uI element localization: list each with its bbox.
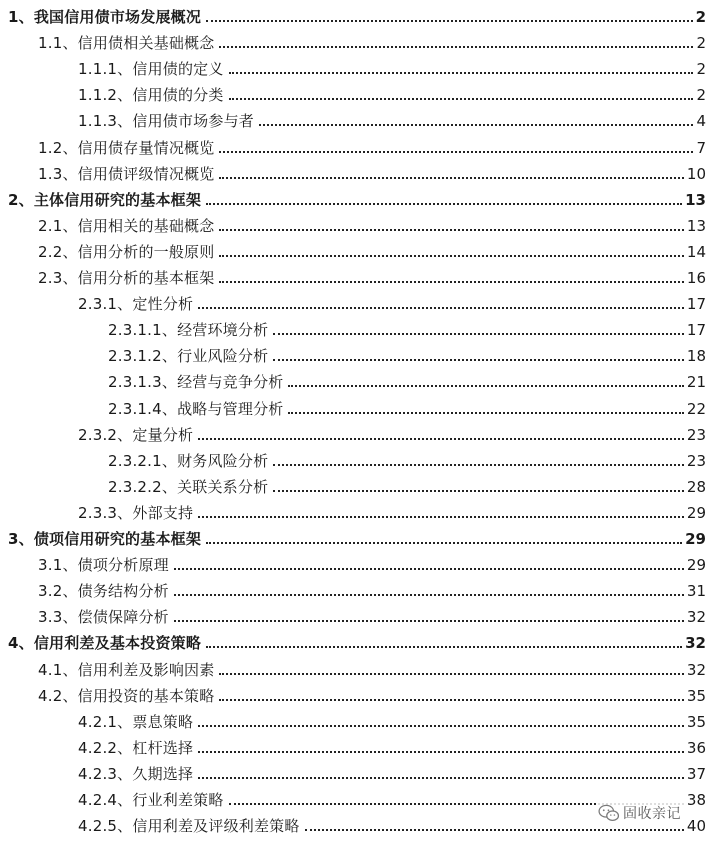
toc-entry-page-number: 40	[686, 817, 706, 836]
toc-entry[interactable]	[38, 159, 706, 183]
toc-leader-dots	[206, 19, 693, 22]
toc-leader-dots	[229, 97, 694, 100]
toc-entry-label: 3.1、债项分析原理	[38, 556, 169, 575]
toc-entry[interactable]	[78, 106, 706, 130]
toc-entry-page-number: 28	[686, 477, 706, 496]
toc-entry-label: 4.2.1、票息策略	[78, 712, 194, 731]
toc-entry[interactable]	[108, 341, 706, 365]
toc-entry-page-number: 14	[686, 242, 706, 261]
toc-entry-page-number: 16	[686, 269, 706, 287]
toc-leader-dots	[219, 150, 693, 153]
toc-entry-label: 2.2、信用分析的一般原则	[38, 242, 215, 261]
toc-entry[interactable]	[78, 80, 706, 104]
toc-leader-dots	[288, 411, 683, 414]
toc-entry[interactable]	[38, 133, 706, 157]
toc-entry-page-number: 37	[686, 764, 706, 783]
toc-entry[interactable]	[108, 472, 706, 496]
toc-entry-label: 4.1、信用利差及影响因素	[38, 660, 215, 679]
watermark-text: 固收亲记	[623, 806, 681, 822]
toc-leader-dots	[206, 541, 682, 544]
toc-leader-dots	[198, 437, 684, 440]
toc-entry-page-number: 36	[686, 738, 706, 757]
toc-leader-dots	[219, 176, 683, 179]
toc-entry[interactable]	[78, 498, 706, 522]
toc-entry-label: 2.3.1.1、经营环境分析	[108, 321, 269, 340]
toc-entry-label: 2.3.2、定量分析	[78, 425, 194, 444]
toc-entry-label: 2.3.1.3、经营与竞争分析	[108, 373, 284, 392]
toc-entry-label: 1、我国信用债市场发展概况	[8, 8, 202, 26]
toc-leader-dots	[273, 489, 684, 492]
toc-entry-label: 4、信用利差及基本投资策略	[8, 634, 202, 653]
toc-entry-page-number: 17	[686, 321, 706, 340]
toc-entry-page-number: 38	[686, 791, 706, 809]
toc-entry[interactable]	[108, 367, 706, 391]
toc-entry-label: 2.3、信用分析的基本框架	[38, 269, 215, 287]
toc-entry-label: 2.3.1.4、战略与管理分析	[108, 399, 284, 418]
toc-leader-dots	[198, 724, 684, 727]
toc-entry[interactable]	[38, 655, 706, 679]
toc-entry[interactable]	[38, 263, 706, 287]
toc-leader-dots	[229, 71, 694, 74]
toc-entry-label: 2.3.1.2、行业风险分析	[108, 347, 269, 366]
toc-entry-page-number: 23	[686, 425, 706, 444]
toc-entry-page-number: 17	[686, 295, 706, 314]
toc-entry-page-number: 22	[686, 399, 706, 418]
toc-entry[interactable]	[108, 394, 706, 418]
toc-entry-page-number: 29	[686, 556, 706, 575]
toc-entry-page-number: 2	[696, 86, 706, 105]
toc-entry-page-number: 29	[685, 530, 706, 548]
toc-entry[interactable]	[38, 28, 706, 52]
toc-leader-dots	[206, 202, 682, 205]
toc-entry[interactable]	[8, 524, 706, 548]
toc-entry-label: 2.3.2.2、关联关系分析	[108, 477, 269, 496]
toc-entry-label: 4.2.3、久期选择	[78, 764, 194, 783]
toc-entry[interactable]	[38, 237, 706, 261]
toc-entry-page-number: 13	[685, 190, 706, 209]
toc-entry[interactable]	[38, 576, 706, 600]
toc-entry-page-number: 2	[696, 60, 706, 79]
toc-entry[interactable]	[38, 602, 706, 626]
toc-entry-page-number: 21	[686, 373, 706, 392]
toc-entry[interactable]	[78, 759, 706, 783]
toc-entry[interactable]	[38, 550, 706, 574]
toc-entry-page-number: 32	[686, 660, 706, 679]
toc-entry[interactable]	[8, 185, 706, 209]
toc-leader-dots	[259, 123, 693, 126]
toc-entry[interactable]	[8, 628, 706, 652]
toc-entry-label: 4.2.2、杠杆选择	[78, 738, 194, 757]
toc-entry-page-number: 10	[686, 164, 706, 183]
toc-entry-label: 1.1.3、信用债市场参与者	[78, 112, 254, 131]
toc-entry-page-number: 35	[686, 712, 706, 731]
toc-leader-dots	[273, 358, 684, 361]
toc-entry-label: 4.2.4、行业利差策略	[78, 791, 224, 809]
toc-entry-page-number: 18	[686, 347, 706, 366]
toc-leader-dots	[198, 515, 684, 518]
toc-entry[interactable]	[78, 289, 706, 313]
toc-leader-dots	[305, 828, 684, 831]
toc-entry[interactable]	[38, 211, 706, 235]
toc-entry-page-number: 32	[686, 608, 706, 627]
toc-leader-dots	[219, 228, 683, 231]
toc-entry[interactable]	[78, 54, 706, 78]
toc-entry-label: 2、主体信用研究的基本框架	[8, 190, 202, 209]
toc-entry-label: 1.2、信用债存量情况概览	[38, 138, 215, 157]
toc-entry-label: 2.3.2.1、财务风险分析	[108, 451, 269, 470]
toc-leader-dots	[288, 384, 683, 387]
toc-leader-dots	[174, 593, 684, 596]
toc-leader-dots	[198, 776, 684, 779]
toc-leader-dots	[219, 254, 683, 257]
toc-entry[interactable]	[78, 420, 706, 444]
toc-leader-dots	[174, 567, 684, 570]
toc-leader-dots	[219, 45, 693, 48]
toc-leader-dots	[219, 672, 683, 675]
toc-leader-dots	[174, 619, 684, 622]
toc-entry-label: 3.2、债务结构分析	[38, 582, 169, 601]
toc-leader-dots	[198, 306, 684, 309]
toc-entry-label: 1.1.1、信用债的定义	[78, 60, 224, 79]
toc-leader-dots	[273, 463, 684, 466]
toc-entry-label: 1.1.2、信用债的分类	[78, 86, 224, 105]
watermark	[596, 802, 685, 824]
toc-entry-label: 4.2、信用投资的基本策略	[38, 686, 215, 705]
toc-entry[interactable]	[78, 707, 706, 731]
toc-entry[interactable]	[38, 681, 706, 705]
toc-entry-label: 2.1、信用相关的基础概念	[38, 216, 215, 235]
toc-entry-label: 3.3、偿债保障分析	[38, 608, 169, 627]
toc-entry[interactable]	[108, 446, 706, 470]
toc-entry-page-number: 2	[696, 34, 706, 53]
toc-entry-page-number: 2	[695, 8, 706, 26]
toc-leader-dots	[273, 332, 684, 335]
toc-leader-dots	[206, 645, 682, 648]
toc-entry-page-number: 29	[686, 503, 706, 522]
toc-entry-label: 1.1、信用债相关基础概念	[38, 34, 215, 53]
toc-entry[interactable]	[108, 315, 706, 339]
toc-entry-page-number: 13	[686, 216, 706, 235]
toc-entry[interactable]	[8, 2, 706, 26]
toc-leader-dots	[219, 698, 683, 701]
toc-entry-label: 1.3、信用债评级情况概览	[38, 164, 215, 183]
toc-entry-page-number: 23	[686, 451, 706, 470]
toc-entry-page-number: 35	[686, 686, 706, 705]
toc-entry-page-number: 7	[696, 138, 706, 157]
toc-entry-label: 3、债项信用研究的基本框架	[8, 530, 202, 548]
toc-leader-dots	[198, 750, 684, 753]
toc-entry-label: 4.2.5、信用利差及评级利差策略	[78, 817, 300, 836]
toc-entry-label: 2.3.1、定性分析	[78, 295, 194, 314]
toc-leader-dots	[219, 280, 683, 283]
toc-entry-page-number: 4	[696, 112, 706, 131]
wechat-icon	[598, 804, 620, 822]
toc-entry-page-number: 31	[686, 582, 706, 601]
toc-entry[interactable]	[78, 733, 706, 757]
toc-entry-page-number: 32	[685, 634, 706, 653]
toc-entry-label: 2.3.3、外部支持	[78, 503, 194, 522]
